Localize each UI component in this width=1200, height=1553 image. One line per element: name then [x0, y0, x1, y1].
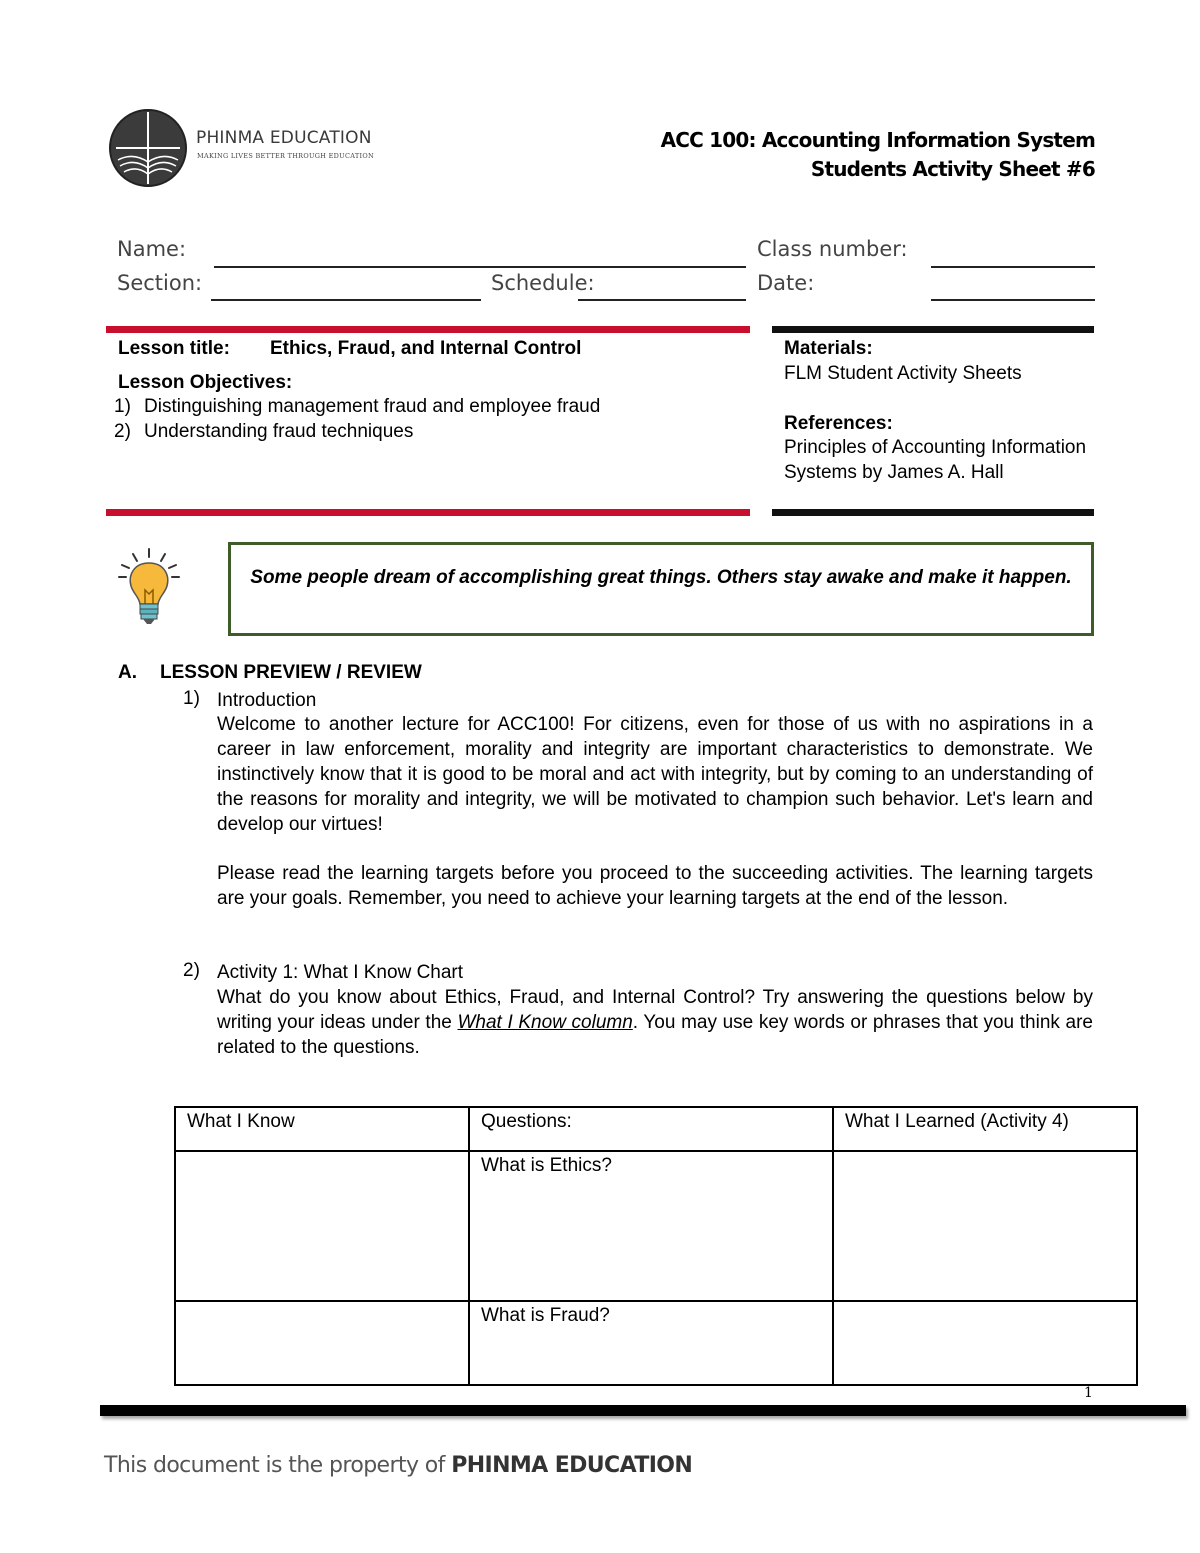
what-i-know-chart	[174, 1106, 1138, 1386]
lesson-title: Ethics, Fraud, and Internal Control	[270, 338, 582, 359]
header-what-i-know: What I Know	[175, 1107, 469, 1151]
phinma-logo-icon	[108, 108, 188, 188]
quote-box	[228, 542, 1094, 636]
table-row	[175, 1151, 1137, 1301]
question-cell: What is Fraud?	[469, 1301, 833, 1385]
logo-tagline: MAKING LIVES BETTER THROUGH EDUCATION	[197, 152, 374, 160]
what-i-learned-cell[interactable]	[833, 1151, 1137, 1301]
question-cell: What is Ethics?	[469, 1151, 833, 1301]
course-title: ACC 100: Accounting Information System	[660, 128, 1095, 152]
footer-divider	[100, 1405, 1186, 1416]
section-a-letter: A.	[118, 662, 137, 683]
intro-paragraph-1: Welcome to another lecture for ACC100! For citizens, even for those of us with no aspirations in a career in law enforcement, morality and integrity are important characteristics to demonstrate. We instinctively know that it is good to be moral and act with integrity, but by coming to an understanding of the reasons for morality and integrity, we will be motivated to champion such behavior. Let's learn and develop our virtues!	[217, 714, 1093, 835]
lesson-top-divider	[106, 326, 750, 333]
table-header-row	[175, 1107, 1137, 1151]
intro-paragraph-2: Please read the learning targets before you proceed to the succeeding activities. The learning targets are your goals. Remember, you need to achieve your learning targets at the end of the lesson.	[217, 863, 1093, 909]
section-a-title: LESSON PREVIEW / REVIEW	[160, 662, 422, 683]
date-label: Date:	[757, 271, 815, 295]
item-1-title: Introduction	[217, 690, 317, 711]
materials-bottom-divider	[772, 509, 1094, 516]
quote-text: Some people dream of accomplishing great things. Others stay awake and make it happen.	[250, 567, 1072, 588]
sheet-title: Students Activity Sheet #6	[810, 157, 1095, 181]
section-field[interactable]	[211, 299, 481, 301]
materials-top-divider	[772, 326, 1094, 333]
header-questions: Questions:	[469, 1107, 833, 1151]
lesson-title-label: Lesson title:	[118, 338, 230, 359]
what-i-know-cell[interactable]	[175, 1151, 469, 1301]
objective-item	[114, 421, 413, 443]
name-label: Name:	[117, 237, 187, 261]
lesson-bottom-divider	[106, 509, 750, 516]
materials-value: FLM Student Activity Sheets	[784, 363, 1022, 384]
item-2-title: Activity 1: What I Know Chart	[217, 962, 464, 983]
logo-name: PHINMA EDUCATION	[196, 128, 372, 148]
footer-text-prefix: This document is the property of	[104, 1453, 452, 1478]
footer-brand: PHINMA EDUCATION	[451, 1453, 693, 1478]
schedule-field[interactable]	[578, 299, 746, 301]
objective-text: Understanding fraud techniques	[144, 421, 414, 442]
what-i-learned-cell[interactable]	[833, 1301, 1137, 1385]
what-i-know-column-link: What I Know column	[457, 1012, 633, 1033]
date-field[interactable]	[931, 299, 1095, 301]
page-number: 1	[1084, 1385, 1093, 1401]
references-label: References:	[784, 413, 893, 434]
header-what-i-learned: What I Learned (Activity 4)	[833, 1107, 1137, 1151]
objective-item	[114, 396, 600, 418]
instructions-text-before: What do you know about Ethics, Fraud, and Internal Control? Try answering the questions below by writing your ideas under the	[217, 987, 1093, 1033]
footer-ownership-note	[104, 1453, 692, 1478]
section-label: Section:	[117, 271, 203, 295]
materials-label: Materials:	[784, 338, 873, 359]
objective-text: Distinguishing management fraud and employee fraud	[144, 396, 601, 417]
references-value: Principles of Accounting Information Systems by James A. Hall	[784, 437, 1087, 483]
class-number-field[interactable]	[931, 266, 1095, 268]
name-field[interactable]	[214, 266, 746, 268]
objectives-label: Lesson Objectives:	[118, 372, 293, 393]
item-1-number: 1)	[183, 688, 200, 709]
what-i-know-cell[interactable]	[175, 1301, 469, 1385]
table-row	[175, 1301, 1137, 1385]
instructions-text-after: . You may use key words or phrases that you think are related to the questions.	[217, 1012, 1093, 1058]
objective-number: 1)	[114, 396, 131, 417]
item-2-number: 2)	[183, 960, 200, 981]
schedule-label: Schedule:	[491, 271, 595, 295]
objective-number: 2)	[114, 421, 131, 442]
lightbulb-icon	[116, 546, 182, 630]
activity-1-instructions	[217, 985, 1093, 1060]
class-number-label: Class number:	[757, 237, 908, 261]
